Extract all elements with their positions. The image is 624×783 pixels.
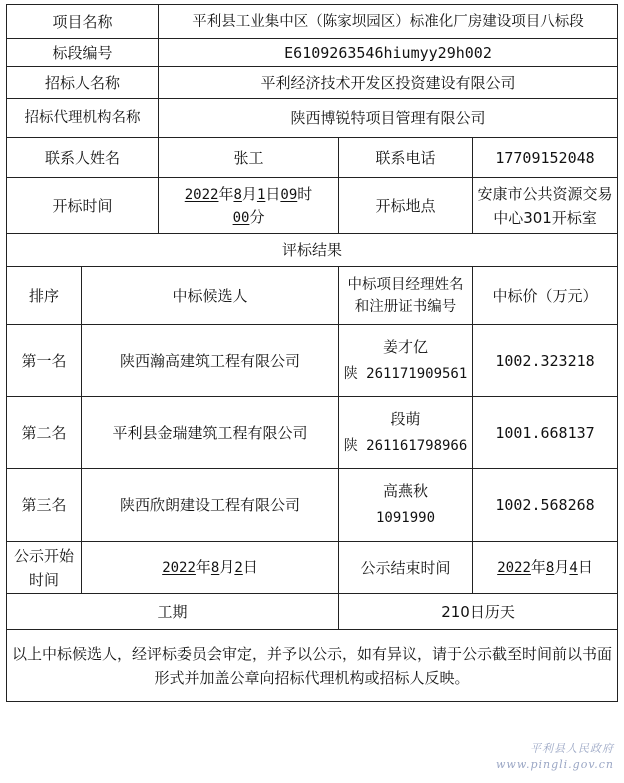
agency-label: 招标代理机构名称: [7, 99, 159, 138]
candidate-company: 陕西欣朗建设工程有限公司: [82, 469, 339, 542]
row-publicity: [7, 542, 618, 594]
row-project-name: [7, 5, 618, 39]
candidate-manager: [339, 325, 473, 397]
opening-hour-unit: 时: [297, 184, 313, 203]
table-row: [7, 325, 618, 397]
results-title: 评标结果: [7, 234, 618, 267]
end-month-unit: 月: [554, 558, 570, 576]
watermark-line2: www.pingli.gov.cn: [496, 758, 614, 771]
candidate-manager: [339, 469, 473, 542]
candidate-price: 1002.568268: [473, 469, 618, 542]
start-month-unit: 月: [219, 558, 235, 576]
row-tenderer: [7, 67, 618, 99]
header-candidate: 中标候选人: [82, 267, 339, 325]
opening-year: 2022: [184, 186, 219, 203]
contact-phone-label: 联系电话: [339, 138, 473, 178]
section-code-label: 标段编号: [7, 39, 159, 67]
header-manager: 中标项目经理姓名和注册证书编号: [339, 267, 473, 325]
tenderer-label: 招标人名称: [7, 67, 159, 99]
project-name-label: 项目名称: [7, 5, 159, 39]
table-row: [7, 469, 618, 542]
candidate-manager: [339, 397, 473, 469]
project-name-value: 平利县工业集中区（陈家坝园区）标准化厂房建设项目八标段: [159, 5, 618, 39]
duration-label: 工期: [7, 594, 339, 630]
candidate-company: 平利县金瑞建筑工程有限公司: [82, 397, 339, 469]
opening-year-unit: 年: [218, 184, 234, 203]
candidate-rank: 第三名: [7, 469, 82, 542]
bid-result-table: [6, 4, 618, 702]
opening-month: 8: [233, 186, 242, 203]
candidate-price: 1002.323218: [473, 325, 618, 397]
row-results-title: [7, 234, 618, 267]
row-agency: [7, 99, 618, 138]
tenderer-value: 平利经济技术开发区投资建设有限公司: [159, 67, 618, 99]
manager-cert: 陕 261161798966: [343, 437, 468, 454]
header-price: 中标价（万元）: [473, 267, 618, 325]
opening-place-label: 开标地点: [339, 178, 473, 234]
publicity-end-label: 公示结束时间: [339, 542, 473, 594]
manager-name: 高燕秋: [383, 482, 429, 500]
publicity-start-label: 公示开始时间: [7, 542, 82, 594]
candidate-price: 1001.668137: [473, 397, 618, 469]
contact-name-label: 联系人姓名: [7, 138, 159, 178]
header-rank: 排序: [7, 267, 82, 325]
end-year-unit: 年: [530, 558, 546, 576]
opening-time-label: 开标时间: [7, 178, 159, 234]
candidate-rank: 第二名: [7, 397, 82, 469]
row-opening: [7, 178, 618, 234]
opening-day: 1: [256, 186, 266, 203]
opening-minute-unit: 分: [249, 207, 265, 226]
opening-place-value: 安康市公共资源交易中心301开标室: [473, 178, 618, 234]
manager-name: 段萌: [390, 409, 421, 428]
manager-name: 姜才亿: [383, 337, 429, 356]
end-day-unit: 日: [577, 558, 593, 576]
opening-month-unit: 月: [241, 184, 257, 203]
end-day: 4: [569, 560, 578, 576]
contact-phone-value: 17709152048: [473, 138, 618, 178]
opening-minute: 00: [232, 209, 250, 226]
row-results-header: [7, 267, 618, 325]
start-day-unit: 日: [242, 558, 258, 576]
watermark-line1: 平利县人民政府: [530, 742, 614, 755]
start-year-unit: 年: [195, 558, 211, 576]
contact-name-value: 张工: [159, 138, 339, 178]
candidate-company: 陕西瀚高建筑工程有限公司: [82, 325, 339, 397]
candidate-rank: 第一名: [7, 325, 82, 397]
opening-day-unit: 日: [265, 184, 281, 203]
duration-value: 210日历天: [339, 594, 618, 630]
row-section-code: [7, 39, 618, 67]
publicity-end-value: [473, 542, 618, 594]
manager-cert: 陕 261171909561: [343, 365, 468, 382]
row-contact: [7, 138, 618, 178]
opening-hour: 09: [280, 186, 298, 203]
start-day: 2: [234, 560, 243, 576]
agency-value: 陕西博锐特项目管理有限公司: [159, 99, 618, 138]
publicity-start-value: [82, 542, 339, 594]
end-year: 2022: [497, 560, 531, 576]
site-watermark: [404, 741, 614, 773]
manager-cert: 1091990: [376, 510, 436, 526]
notice-text: 以上中标候选人，经评标委员会审定，并予以公示，如有异议，请于公示截至时间前以书面形式并加盖公章向招标代理机构或招标人反映。: [7, 630, 618, 702]
section-code-value: E6109263546hiumyy29h002: [159, 39, 618, 67]
start-year: 2022: [162, 560, 196, 576]
end-month: 8: [545, 560, 555, 576]
opening-time-value: [159, 178, 339, 234]
row-duration: [7, 594, 618, 630]
start-month: 8: [210, 560, 220, 576]
row-notice: [7, 630, 618, 702]
table-row: [7, 397, 618, 469]
